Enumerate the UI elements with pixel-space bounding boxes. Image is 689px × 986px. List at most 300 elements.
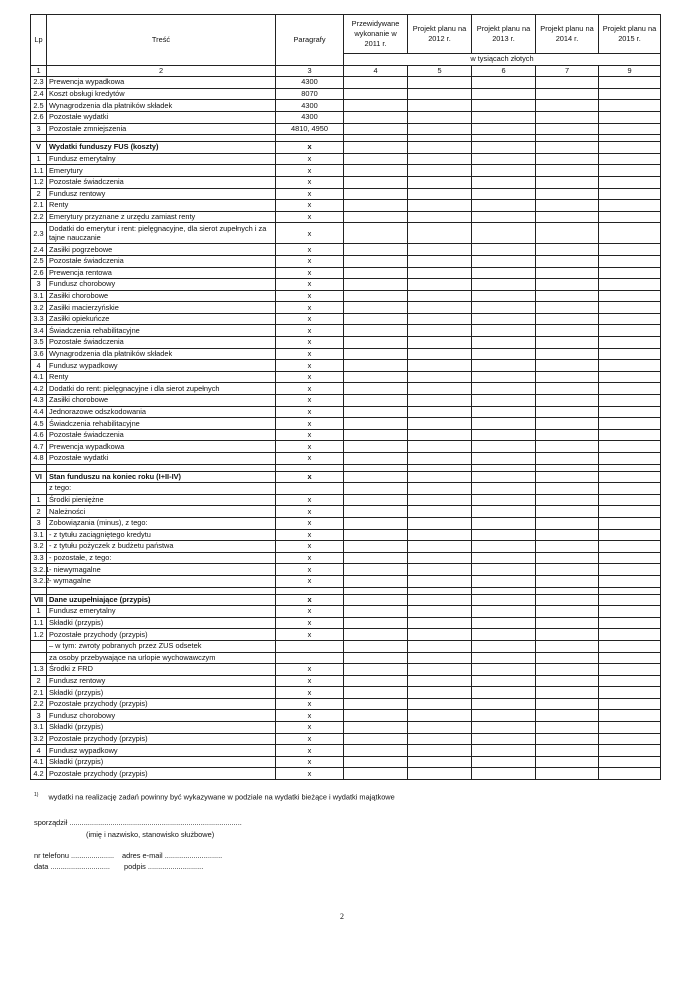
cell-amount xyxy=(408,165,472,177)
cell-paragraf: x xyxy=(276,529,344,541)
cell-amount xyxy=(536,687,599,699)
cell-amount xyxy=(344,395,408,407)
cell-amount xyxy=(599,142,661,154)
table-row xyxy=(31,255,661,267)
cell-tresc: - pozostałe, z tego: xyxy=(47,552,276,564)
cell-amount xyxy=(536,153,599,165)
cell-amount xyxy=(344,325,408,337)
cell-amount xyxy=(599,383,661,395)
cell-amount xyxy=(536,200,599,212)
cell-tresc: - niewymagalne xyxy=(47,564,276,576)
table-row xyxy=(31,348,661,360)
cell-amount xyxy=(536,418,599,430)
cell-lp: 1.3 xyxy=(31,664,47,676)
cell-amount xyxy=(344,211,408,223)
cell-amount xyxy=(344,406,408,418)
table-row xyxy=(31,302,661,314)
cell-lp: 2.1 xyxy=(31,687,47,699)
cell-lp: VI xyxy=(31,471,47,483)
cell-tresc: – w tym: zwroty pobranych przez ZUS odsetek xyxy=(47,640,276,652)
cell-paragraf: x xyxy=(276,675,344,687)
cell-amount xyxy=(599,722,661,734)
cell-tresc: Składki (przypis) xyxy=(47,722,276,734)
cell-amount xyxy=(408,111,472,123)
cell-amount xyxy=(344,745,408,757)
cell-paragraf: x xyxy=(276,188,344,200)
footnote-mark: 1) xyxy=(34,792,39,798)
spacer-cell xyxy=(31,464,47,471)
cell-lp: 2.6 xyxy=(31,111,47,123)
cell-amount xyxy=(408,471,472,483)
cell-tresc: Prewencja wypadkowa xyxy=(47,77,276,89)
cell-lp: 4.7 xyxy=(31,441,47,453)
cell-amount xyxy=(599,255,661,267)
table-row xyxy=(31,244,661,256)
table-row xyxy=(31,629,661,641)
cell-amount xyxy=(472,200,536,212)
cell-tresc: za osoby przebywające na urlopie wychowawczym xyxy=(47,652,276,664)
header-lp: Lp xyxy=(31,15,47,66)
cell-amount xyxy=(408,710,472,722)
cell-tresc: Jednorazowe odszkodowania xyxy=(47,406,276,418)
cell-tresc: Pozostałe przychody (przypis) xyxy=(47,768,276,780)
cell-paragraf: x xyxy=(276,564,344,576)
cell-paragraf: x xyxy=(276,722,344,734)
cell-paragraf: x xyxy=(276,348,344,360)
cell-amount xyxy=(536,142,599,154)
table-row xyxy=(31,153,661,165)
cell-tresc: Świadczenia rehabilitacyjne xyxy=(47,418,276,430)
table-row xyxy=(31,111,661,123)
cell-paragraf: x xyxy=(276,313,344,325)
col-number: 3 xyxy=(276,65,344,77)
cell-amount xyxy=(344,575,408,587)
cell-amount xyxy=(599,100,661,112)
cell-paragraf: 4810, 4950 xyxy=(276,123,344,135)
cell-amount xyxy=(472,687,536,699)
cell-amount xyxy=(472,756,536,768)
cell-paragraf: x xyxy=(276,279,344,291)
cell-amount xyxy=(536,664,599,676)
table-row xyxy=(31,371,661,383)
cell-amount xyxy=(472,471,536,483)
cell-amount xyxy=(344,606,408,618)
cell-tresc: Zobowiązania (minus), z tego: xyxy=(47,517,276,529)
cell-amount xyxy=(599,360,661,372)
cell-amount xyxy=(408,88,472,100)
cell-amount xyxy=(536,77,599,89)
table-row xyxy=(31,441,661,453)
cell-tresc: Dodatki do emerytur i rent: pielęgnacyjne, dla sierot zupełnych i za tajne nauczanie xyxy=(47,223,276,244)
cell-paragraf: x xyxy=(276,267,344,279)
cell-paragraf: x xyxy=(276,395,344,407)
cell-amount xyxy=(408,552,472,564)
cell-amount xyxy=(344,111,408,123)
cell-tresc: Wynagrodzenia dla płatników składek xyxy=(47,100,276,112)
spacer-cell xyxy=(408,464,472,471)
cell-lp: 3.2.1 xyxy=(31,564,47,576)
cell-lp: 4.1 xyxy=(31,756,47,768)
cell-paragraf: x xyxy=(276,768,344,780)
cell-tresc: - z tytułu pożyczek z budżetu państwa xyxy=(47,541,276,553)
table-row xyxy=(31,453,661,465)
table-row xyxy=(31,733,661,745)
table-row xyxy=(31,279,661,291)
cell-paragraf: x xyxy=(276,176,344,188)
cell-amount xyxy=(408,441,472,453)
cell-amount xyxy=(408,77,472,89)
cell-amount xyxy=(472,506,536,518)
cell-tresc: Zasiłki chorobowe xyxy=(47,290,276,302)
table-row xyxy=(31,290,661,302)
cell-amount xyxy=(408,733,472,745)
cell-amount xyxy=(599,302,661,314)
cell-amount xyxy=(472,418,536,430)
cell-lp: 4.2 xyxy=(31,768,47,780)
cell-lp: 3.5 xyxy=(31,337,47,349)
cell-amount xyxy=(536,395,599,407)
cell-amount xyxy=(472,441,536,453)
cell-amount xyxy=(599,494,661,506)
cell-tresc: z tego: xyxy=(47,483,276,495)
cell-amount xyxy=(344,313,408,325)
cell-amount xyxy=(599,710,661,722)
cell-paragraf: x xyxy=(276,494,344,506)
cell-lp: 3 xyxy=(31,710,47,722)
cell-amount xyxy=(599,617,661,629)
cell-amount xyxy=(472,483,536,495)
spacer-cell xyxy=(276,464,344,471)
cell-amount xyxy=(536,756,599,768)
cell-amount xyxy=(344,200,408,212)
cell-tresc: Fundusz wypadkowy xyxy=(47,745,276,757)
cell-paragraf: 4300 xyxy=(276,111,344,123)
cell-amount xyxy=(408,290,472,302)
cell-amount xyxy=(536,552,599,564)
table-row xyxy=(31,756,661,768)
cell-amount xyxy=(536,640,599,652)
table-row xyxy=(31,722,661,734)
cell-amount xyxy=(344,100,408,112)
cell-amount xyxy=(536,279,599,291)
table-row xyxy=(31,517,661,529)
table-row xyxy=(31,687,661,699)
spacer-cell xyxy=(472,587,536,594)
cell-amount xyxy=(408,406,472,418)
cell-amount xyxy=(408,153,472,165)
table-row xyxy=(31,211,661,223)
table-row xyxy=(31,418,661,430)
cell-lp xyxy=(31,640,47,652)
table-row xyxy=(31,768,661,780)
cell-lp: 1 xyxy=(31,606,47,618)
cell-amount xyxy=(408,255,472,267)
cell-amount xyxy=(344,77,408,89)
cell-amount xyxy=(408,617,472,629)
footnote-text: wydatki na realizację zadań powinny być wykazywane w podziale na wydatki bieżące i wydatki majątkowe xyxy=(48,792,395,802)
cell-lp: 2.4 xyxy=(31,244,47,256)
cell-amount xyxy=(599,768,661,780)
table-row xyxy=(31,325,661,337)
budget-table xyxy=(30,14,661,780)
cell-amount xyxy=(536,506,599,518)
cell-amount xyxy=(408,575,472,587)
cell-lp: 3.1 xyxy=(31,290,47,302)
cell-lp: 2.5 xyxy=(31,100,47,112)
cell-lp: 2.2 xyxy=(31,698,47,710)
cell-lp: 2.1 xyxy=(31,200,47,212)
cell-tresc: Składki (przypis) xyxy=(47,756,276,768)
cell-amount xyxy=(472,255,536,267)
cell-amount xyxy=(408,745,472,757)
cell-amount xyxy=(408,142,472,154)
cell-paragraf: x xyxy=(276,698,344,710)
cell-paragraf: x xyxy=(276,223,344,244)
table-row xyxy=(31,383,661,395)
cell-amount xyxy=(472,188,536,200)
cell-amount xyxy=(344,517,408,529)
phone-field: nr telefonu ..................... xyxy=(34,851,115,860)
cell-amount xyxy=(536,211,599,223)
cell-amount xyxy=(599,325,661,337)
spacer-cell xyxy=(472,464,536,471)
cell-lp: 3 xyxy=(31,517,47,529)
cell-amount xyxy=(344,494,408,506)
cell-lp: 3.1 xyxy=(31,722,47,734)
cell-amount xyxy=(472,768,536,780)
cell-amount xyxy=(536,575,599,587)
cell-amount xyxy=(344,506,408,518)
cell-tresc: Wynagrodzenia dla płatników składek xyxy=(47,348,276,360)
cell-amount xyxy=(472,211,536,223)
cell-amount xyxy=(472,123,536,135)
cell-amount xyxy=(408,267,472,279)
cell-amount xyxy=(599,429,661,441)
cell-tresc: Pozostałe przychody (przypis) xyxy=(47,698,276,710)
cell-amount xyxy=(408,541,472,553)
cell-tresc: Stan funduszu na koniec roku (I+II-IV) xyxy=(47,471,276,483)
cell-paragraf: x xyxy=(276,142,344,154)
cell-amount xyxy=(408,360,472,372)
cell-amount xyxy=(599,111,661,123)
cell-tresc: Środki z FRD xyxy=(47,664,276,676)
cell-amount xyxy=(344,383,408,395)
cell-amount xyxy=(472,722,536,734)
cell-amount xyxy=(536,383,599,395)
cell-lp: 1.2 xyxy=(31,176,47,188)
cell-amount xyxy=(344,255,408,267)
cell-amount xyxy=(344,153,408,165)
col-number: 2 xyxy=(47,65,276,77)
email-field: adres e-mail ............................ xyxy=(122,851,223,860)
section-row xyxy=(31,142,661,154)
cell-amount xyxy=(536,337,599,349)
cell-amount xyxy=(408,756,472,768)
spacer-cell xyxy=(47,464,276,471)
table-row xyxy=(31,123,661,135)
cell-amount xyxy=(344,483,408,495)
cell-amount xyxy=(408,313,472,325)
cell-amount xyxy=(344,244,408,256)
cell-amount xyxy=(536,471,599,483)
cell-lp: 3.2 xyxy=(31,302,47,314)
table-row xyxy=(31,664,661,676)
cell-amount xyxy=(408,100,472,112)
cell-tresc: Składki (przypis) xyxy=(47,617,276,629)
cell-amount xyxy=(408,418,472,430)
cell-amount xyxy=(344,664,408,676)
cell-amount xyxy=(472,142,536,154)
cell-amount xyxy=(536,722,599,734)
cell-tresc: Pozostałe wydatki xyxy=(47,111,276,123)
cell-paragraf: x xyxy=(276,594,344,606)
cell-amount xyxy=(344,629,408,641)
cell-amount xyxy=(599,77,661,89)
cell-tresc: Świadczenia rehabilitacyjne xyxy=(47,325,276,337)
cell-amount xyxy=(344,733,408,745)
cell-amount xyxy=(344,617,408,629)
cell-tresc: - wymagalne xyxy=(47,575,276,587)
cell-amount xyxy=(472,383,536,395)
section-row xyxy=(31,594,661,606)
spacer-row xyxy=(31,464,661,471)
cell-amount xyxy=(472,640,536,652)
cell-amount xyxy=(599,123,661,135)
cell-tresc: Fundusz rentowy xyxy=(47,188,276,200)
table-row xyxy=(31,395,661,407)
cell-amount xyxy=(472,267,536,279)
table-row xyxy=(31,483,661,495)
cell-amount xyxy=(599,371,661,383)
spacer-cell xyxy=(536,587,599,594)
cell-amount xyxy=(344,142,408,154)
cell-amount xyxy=(408,640,472,652)
cell-amount xyxy=(408,383,472,395)
cell-lp: 3.2 xyxy=(31,733,47,745)
cell-amount xyxy=(599,441,661,453)
cell-tresc: Fundusz wypadkowy xyxy=(47,360,276,372)
cell-amount xyxy=(344,302,408,314)
cell-paragraf: x xyxy=(276,606,344,618)
table-row xyxy=(31,652,661,664)
cell-lp: 2.3 xyxy=(31,77,47,89)
cell-paragraf: x xyxy=(276,617,344,629)
cell-amount xyxy=(408,244,472,256)
cell-lp: 1 xyxy=(31,153,47,165)
cell-amount xyxy=(472,77,536,89)
cell-tresc: Fundusz emerytalny xyxy=(47,153,276,165)
cell-paragraf: x xyxy=(276,441,344,453)
cell-amount xyxy=(344,165,408,177)
cell-amount xyxy=(472,337,536,349)
cell-amount xyxy=(472,153,536,165)
table-row xyxy=(31,188,661,200)
cell-amount xyxy=(599,664,661,676)
table-row xyxy=(31,267,661,279)
cell-amount xyxy=(536,100,599,112)
cell-amount xyxy=(344,123,408,135)
cell-lp: 1.1 xyxy=(31,165,47,177)
cell-tresc: Fundusz chorobowy xyxy=(47,710,276,722)
cell-tresc: Pozostałe wydatki xyxy=(47,453,276,465)
spacer-row xyxy=(31,587,661,594)
cell-amount xyxy=(599,575,661,587)
spacer-cell xyxy=(276,587,344,594)
cell-amount xyxy=(344,88,408,100)
name-position-caption: (imię i nazwisko, stanowisko służbowe) xyxy=(86,830,215,839)
cell-tresc: Wydatki funduszy FUS (koszty) xyxy=(47,142,276,154)
cell-lp: 2.2 xyxy=(31,211,47,223)
cell-amount xyxy=(472,617,536,629)
cell-amount xyxy=(472,165,536,177)
cell-amount xyxy=(599,698,661,710)
cell-amount xyxy=(344,552,408,564)
cell-amount xyxy=(599,337,661,349)
cell-lp: 4.8 xyxy=(31,453,47,465)
cell-amount xyxy=(536,441,599,453)
cell-amount xyxy=(408,768,472,780)
cell-tresc: Dane uzupełniające (przypis) xyxy=(47,594,276,606)
cell-amount xyxy=(344,290,408,302)
cell-amount xyxy=(536,313,599,325)
table-row xyxy=(31,100,661,112)
cell-amount xyxy=(599,541,661,553)
cell-amount xyxy=(599,471,661,483)
spacer-cell xyxy=(31,587,47,594)
cell-amount xyxy=(344,687,408,699)
cell-amount xyxy=(472,348,536,360)
table-row xyxy=(31,176,661,188)
cell-paragraf: x xyxy=(276,552,344,564)
cell-lp: 3 xyxy=(31,123,47,135)
cell-amount xyxy=(536,617,599,629)
table-row xyxy=(31,710,661,722)
cell-amount xyxy=(472,325,536,337)
cell-tresc: Fundusz chorobowy xyxy=(47,279,276,291)
cell-tresc: Zasiłki chorobowe xyxy=(47,395,276,407)
cell-amount xyxy=(599,223,661,244)
cell-amount xyxy=(472,313,536,325)
cell-amount xyxy=(408,664,472,676)
cell-paragraf: 8070 xyxy=(276,88,344,100)
cell-paragraf: x xyxy=(276,244,344,256)
spacer-cell xyxy=(47,587,276,594)
spacer-cell xyxy=(31,135,47,142)
cell-amount xyxy=(344,529,408,541)
cell-lp: 3.1 xyxy=(31,529,47,541)
cell-amount xyxy=(344,279,408,291)
page-number: 2 xyxy=(340,912,344,921)
cell-amount xyxy=(536,165,599,177)
cell-paragraf: 4300 xyxy=(276,100,344,112)
cell-paragraf: x xyxy=(276,453,344,465)
cell-amount xyxy=(408,348,472,360)
cell-amount xyxy=(408,395,472,407)
signature-field: podpis ........................... xyxy=(124,862,204,871)
cell-amount xyxy=(472,529,536,541)
cell-amount xyxy=(344,337,408,349)
cell-amount xyxy=(408,687,472,699)
cell-amount xyxy=(536,594,599,606)
cell-paragraf: x xyxy=(276,325,344,337)
cell-paragraf: x xyxy=(276,153,344,165)
cell-amount xyxy=(599,395,661,407)
cell-amount xyxy=(344,441,408,453)
cell-lp: 2.3 xyxy=(31,223,47,244)
cell-paragraf: x xyxy=(276,290,344,302)
cell-amount xyxy=(472,698,536,710)
cell-amount xyxy=(536,290,599,302)
